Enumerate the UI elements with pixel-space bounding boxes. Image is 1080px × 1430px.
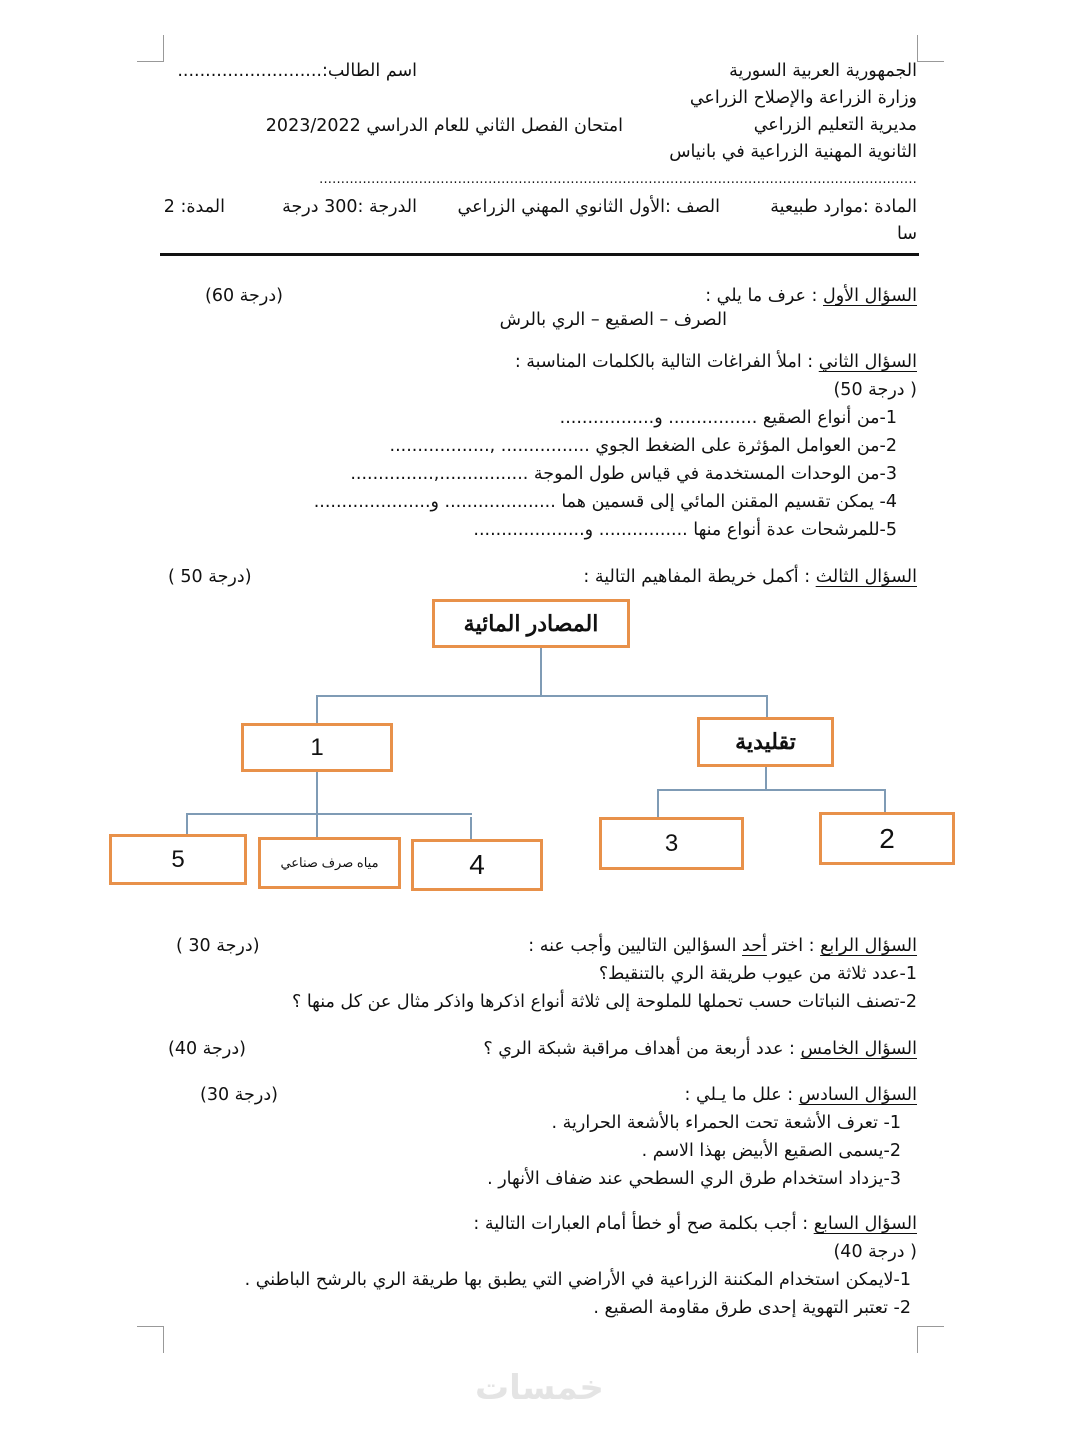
total-grade: الدرجة :300 درجة [282,197,417,217]
crop-mark-top-left [137,35,164,62]
connector [765,766,767,790]
connector [316,771,318,837]
q4-text: : اختر [766,936,821,956]
map-box-1: 1 [241,723,393,772]
header-separator: .......................................................................................................................................... [319,172,917,187]
q2-text: : املأ الفراغات التالية بالكلمات المناسبة : [514,352,819,372]
map-box-industrial-wastewater: مياه صرف صناعي [258,837,401,889]
q6-grade: (30 درجة) [200,1085,278,1105]
q5-heading [483,1037,917,1061]
q1-terms: الصرف – الصقيع – الري بالرش [499,310,727,330]
q5-title: السؤال الخامس [800,1039,917,1059]
watermark-logo: خمسات [475,1368,604,1408]
connector [186,813,188,835]
connector [316,695,768,697]
connector [657,789,659,818]
header-country: الجمهورية العربية السورية [729,61,917,81]
connector [316,695,318,723]
q7-heading [473,1212,917,1236]
q6-heading [685,1083,917,1107]
q6-item: 1- تعرف الأشعة تحت الحمراء بالأشعة الحرارية . [551,1113,901,1133]
q2-item: 4- يمكن تقسيم المقنن المائي إلى قسمين هما .................... و..................... [313,492,897,512]
q4-item: 1-عدد ثلاثة من عيوب طريقة الري بالتنقيط؟ [598,964,917,984]
q3-text: : أكمل خريطة المفاهيم التالية : [583,567,816,587]
connector [884,789,886,813]
q7-grade: (40 درجة ) [833,1242,917,1262]
map-box-traditional: تقليدية [697,717,834,767]
map-root-box: المصادر المائية [432,599,630,648]
q4-grade: ( 30 درجة) [176,936,260,956]
crop-mark-bottom-right [917,1326,944,1353]
map-box-5: 5 [109,834,247,885]
student-name-field: اسم الطالب:.......................... [177,61,417,81]
header-school: الثانوية المهنية الزراعية في بانياس [669,142,917,162]
q2-grade: (50 درجة ) [833,380,917,400]
connector [766,695,768,717]
q4-heading [528,934,917,958]
duration: المدة: 2 [163,197,225,217]
map-box-3: 3 [599,817,744,870]
crop-mark-bottom-left [137,1326,164,1353]
q1-title: السؤال الأول [823,286,917,306]
crop-mark-top-right [917,35,944,62]
q2-item: 5-للمرشحات عدة أنواع منها ................ و.................... [473,520,897,540]
connector [540,647,542,697]
q6-item: 2-يسمى الصقيع الأبيض بهذا الاسم . [641,1141,901,1161]
header-directorate: مديرية التعليم الزراعي [753,115,917,135]
connector [470,817,472,840]
q2-title: السؤال الثاني [818,352,917,372]
q6-item: 3-يزداد استخدام طرق الري السطحي عند ضفاف الأنهار . [487,1169,901,1189]
header-rule [160,253,919,256]
q4-text-rest: السؤالين التاليين وأجب عنه : [528,936,743,956]
map-box-4: 4 [411,839,543,891]
q4-item: 2-تصنف النباتات حسب تحملها للملوحة إلى ثلاثة أنواع اذكرها واذكر مثال عن كل منها ؟ [291,992,917,1012]
q2-item: 1-من أنواع الصقيع ................ و................. [559,408,897,428]
q4-text-underlined: أحد [742,936,767,956]
q4-title: السؤال الرابع [820,936,917,956]
q6-title: السؤال السادس [798,1085,917,1105]
q2-item: 3-من الوحدات المستخدمة في قياس طول الموجة ................,............... [350,464,897,484]
q1-heading [705,284,917,308]
q3-heading [583,565,917,589]
q5-grade: (40 درجة) [168,1039,246,1059]
q1-text: : عرف ما يلي : [705,286,823,306]
q3-grade: ( 50 درجة) [168,567,252,587]
header-ministry: وزارة الزراعة والإصلاح الزراعي [689,88,917,108]
q6-text: : علل ما يـلي : [684,1085,799,1105]
q5-text: : عدد أربعة من أهداف مراقبة شبكة الري ؟ [483,1039,801,1059]
q7-title: السؤال السابع [813,1214,917,1234]
subject: المادة :موارد طبيعية [770,197,917,217]
connector [186,813,472,815]
q2-item: 2-من العوامل المؤثرة على الضغط الجوي ................ ,.................. [389,436,897,456]
q7-item: 1-لايمكن استخدام المكننة الزراعية في الأراضي التي يطبق بها طريقة الري بالرشح الباطني . [244,1270,911,1290]
q7-item: 2- تعتبر التهوية إحدى طرق مقاومة الصقيع . [593,1298,911,1318]
q2-heading [515,350,917,374]
connector [657,789,886,791]
exam-title: امتحان الفصل الثاني للعام الدراسي 2023/2022 [265,116,623,136]
q7-text: : أجب بكلمة صح أو خطأ أمام العبارات التالية : [473,1214,814,1234]
duration-unit: سا [897,224,917,244]
map-box-2: 2 [819,812,955,865]
q1-grade: (60 درجة) [205,286,283,306]
q3-title: السؤال الثالث [815,567,917,587]
class: الصف :الأول الثانوي المهني الزراعي [457,197,720,217]
